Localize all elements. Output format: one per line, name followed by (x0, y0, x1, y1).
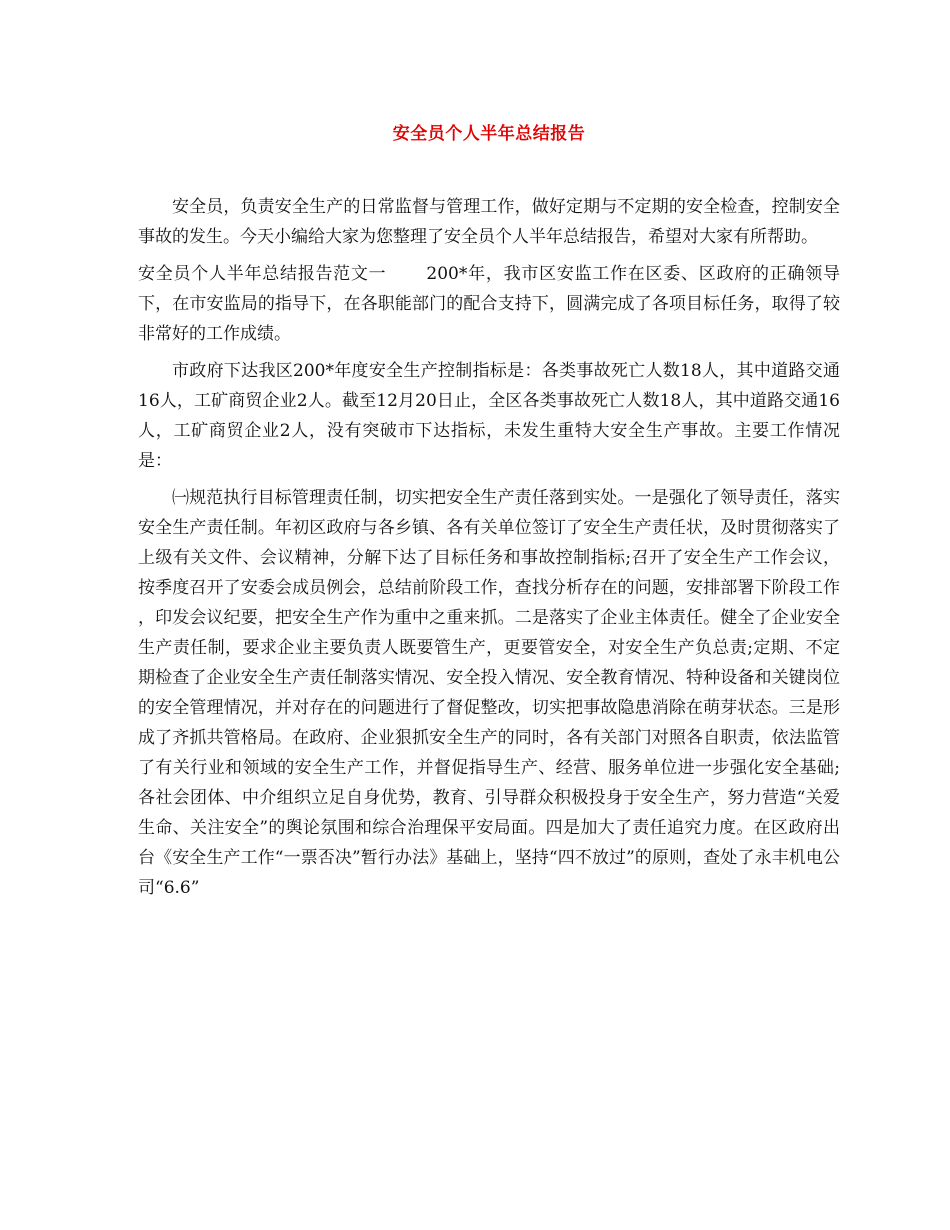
document-body (138, 192, 840, 903)
document-title: 安全员个人半年总结报告 (392, 124, 586, 144)
intro-paragraph: 安全员，负责安全生产的日常监督与管理工作，做好定期与不定期的安全检查，控制安全事故的发生。今天小编给大家为您整理了安全员个人半年总结报告，希望对大家有所帮助。 (138, 197, 840, 247)
targets-paragraph: 市政府下达我区200*年度安全生产控制指标是：各类事故死亡人数18人，其中道路交通16人，工矿商贸企业2人。截至12月20日止，全区各类事故死亡人数18人，其中道路交通16人，工矿商贸企业2人，没有突破市下达指标，未发生重特大安全生产事故。主要工作情况是： (138, 361, 840, 471)
sample-paragraph (138, 259, 840, 349)
sample-text: 200*年，我市区安监工作在区委、区政府的正确领导下，在市安监局的指导下，在各职能部门的配合支持下，圆满完成了各项目标任务，取得了较非常好的工作成绩。 (138, 264, 840, 344)
section-one-paragraph: ㈠规范执行目标管理责任制，切实把安全生产责任落到实处。一是强化了领导责任，落实安全生产责任制。年初区政府与各乡镇、各有关单位签订了安全生产责任状，及时贯彻落实了上级有关文件、会议精神，分解下达了目标任务和事故控制指标;召开了安全生产工作会议，按季度召开了安委会成员例会，总结前阶段工作，查找分析存在的问题，安排部署下阶段工作 ，印发会议纪要，把安全生产作为重中之重来抓。二是落实了企业主体责任。健全了企业安全生产责任制，要求企业主要负责人既要管生产，更要管安全，对安全生产负总责;定期、不定期检查了企业安全生产责任制落实情况、安全投入情况、安全教育情况、特种设备和关键岗位的安全管理情况，并对存在的问题进行了督促整改，切实把事故隐患消除在萌芽状态。三是形成了齐抓共管格局。在政府、企业狠抓安全生产的同时，各有关部门对照各自职责，依法监管了有关行业和领域的安全生产工作，并督促指导生产、经营、服务单位进一步强化安全基础;各社会团体、中介组织立足自身优势，教育、引导群众积极投身于安全生产，努力营造“关爱生命、关注安全”的舆论氛围和综合治理保平安局面。四是加大了责任追究力度。在区政府出台《安全生产工作“一票否决”暂行办法》基础上，坚持“四不放过”的原则，查处了永丰机电公司“6.6” (138, 488, 840, 898)
sample-heading: 安全员个人半年总结报告范文一 (138, 264, 387, 284)
